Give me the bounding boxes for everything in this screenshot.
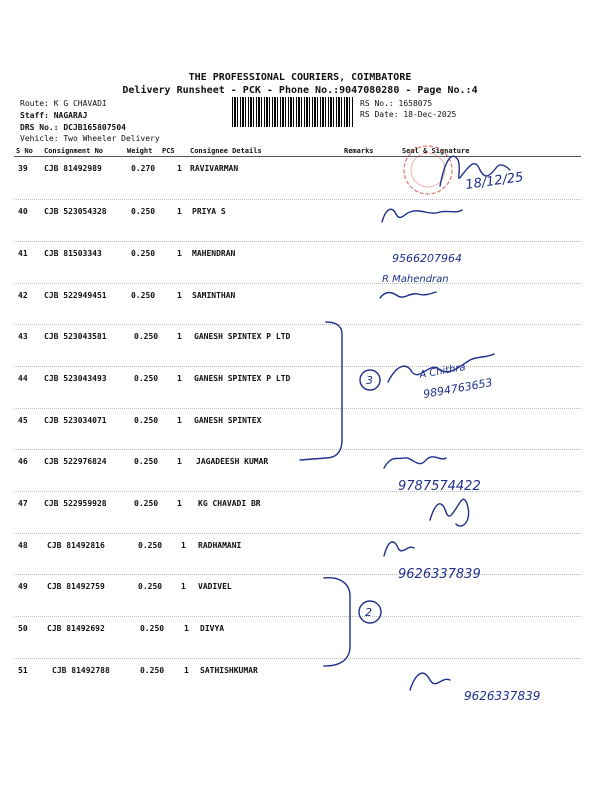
col-header-consignee: Consignee Details xyxy=(190,147,262,155)
sno-cell: 41 xyxy=(18,249,28,258)
runsheet-subtitle: Delivery Runsheet - PCK - Phone No.:9047080280 - Page No.:4 xyxy=(122,85,478,96)
consignee-cell: SATHISHKUMAR xyxy=(200,666,258,675)
sno-cell: 43 xyxy=(18,332,28,341)
sno-cell: 44 xyxy=(18,374,28,383)
col-header-pcs: PCS xyxy=(162,147,175,155)
consignment-cell: CJB 81492788 xyxy=(52,666,110,675)
handwritten-phone-43: 9894763653 xyxy=(422,375,494,401)
pcs-cell: 1 xyxy=(177,374,182,383)
consignee-cell: VADIVEL xyxy=(198,582,232,591)
pcs-cell: 1 xyxy=(177,457,182,466)
pcs-cell: 1 xyxy=(181,582,186,591)
weight-cell: 0.250 xyxy=(131,249,156,258)
pcs-cell: 1 xyxy=(177,164,182,173)
sno-cell: 40 xyxy=(18,207,28,216)
weight-cell: 0.250 xyxy=(134,332,159,341)
weight-cell: 0.270 xyxy=(131,164,156,173)
handwritten-phone-51: 9626337839 xyxy=(464,689,541,703)
col-header-weight: Weight xyxy=(127,147,153,155)
sno-cell: 48 xyxy=(18,541,28,550)
consignee-cell: SAMINTHAN xyxy=(192,291,236,300)
consignee-cell: KG CHAVADI BR xyxy=(198,499,261,508)
sno-cell: 50 xyxy=(18,624,28,633)
consignment-cell: CJB 81492759 xyxy=(47,582,105,591)
bracket-rows-49-51 xyxy=(324,578,350,666)
weight-cell: 0.250 xyxy=(134,457,159,466)
weight-cell: 0.250 xyxy=(134,374,159,383)
pcs-cell: 1 xyxy=(177,499,182,508)
sno-cell: 51 xyxy=(18,666,28,675)
handwritten-name-41: R Mahendran xyxy=(382,274,449,285)
rs-number: RS No.: 1658075 xyxy=(360,99,433,108)
consignment-cell: CJB 522959928 xyxy=(44,499,107,508)
staff-label: Staff: NAGARAJ xyxy=(20,111,88,120)
signature-row-48 xyxy=(384,542,414,556)
pcs-cell: 1 xyxy=(177,291,182,300)
route-label: Route: K G CHAVADI xyxy=(20,99,107,108)
rs-date: RS Date: 18-Dec-2025 xyxy=(360,110,457,119)
sno-cell: 49 xyxy=(18,582,28,591)
weight-cell: 0.250 xyxy=(138,582,163,591)
consignee-cell: JAGADEESH KUMAR xyxy=(196,457,269,466)
consignee-cell: PRIYA S xyxy=(192,207,226,216)
sno-cell: 42 xyxy=(18,291,28,300)
handwritten-date: 18/12/25 xyxy=(464,169,525,193)
signature-row-40 xyxy=(382,209,462,222)
handwritten-count-49: 2 xyxy=(365,606,372,619)
col-header-consignment: Consignment No xyxy=(44,147,104,155)
weight-cell: 0.250 xyxy=(134,499,159,508)
company-stamp xyxy=(404,146,452,194)
col-header-seal: Seal & Signature xyxy=(402,147,470,155)
pcs-cell: 1 xyxy=(184,624,189,633)
signature-row-42 xyxy=(380,292,436,298)
weight-cell: 0.250 xyxy=(140,666,165,675)
consignment-cell: CJB 522949451 xyxy=(44,291,107,300)
weight-cell: 0.250 xyxy=(138,541,163,550)
pcs-cell: 1 xyxy=(184,666,189,675)
handwritten-phone-48: 9626337839 xyxy=(398,567,481,582)
handwritten-count-43: 3 xyxy=(366,374,373,387)
drs-number: DRS No.: DCJB165807504 xyxy=(20,123,126,132)
handwritten-sig-43: A Chithra xyxy=(418,362,467,381)
pcs-cell: 1 xyxy=(177,207,182,216)
handwritten-phone-46: 9787574422 xyxy=(398,479,481,494)
sno-cell: 45 xyxy=(18,416,28,425)
consignment-cell: CJB 523043493 xyxy=(44,374,107,383)
consignment-cell: CJB 522976824 xyxy=(44,457,107,466)
consignment-cell: CJB 523043581 xyxy=(44,332,107,341)
sno-cell: 39 xyxy=(18,164,28,173)
signature-row-46 xyxy=(384,457,446,468)
signature-row-51 xyxy=(410,673,450,690)
pcs-cell: 1 xyxy=(177,249,182,258)
consignee-cell: GANESH SPINTEX P LTD xyxy=(194,332,291,341)
col-header-remarks: Remarks xyxy=(344,147,374,155)
consignee-cell: GANESH SPINTEX xyxy=(194,416,262,425)
consignee-cell: RAVIVARMAN xyxy=(190,164,239,173)
consignment-cell: CJB 523054328 xyxy=(44,207,107,216)
bracket-rows-43-46 xyxy=(300,322,342,460)
consignee-cell: MAHENDRAN xyxy=(192,249,236,258)
pcs-cell: 1 xyxy=(181,541,186,550)
consignment-cell: CJB 81492816 xyxy=(47,541,105,550)
consignment-cell: CJB 81503343 xyxy=(44,249,102,258)
signature-row-47 xyxy=(430,499,469,526)
consignee-cell: GANESH SPINTEX P LTD xyxy=(194,374,291,383)
pcs-cell: 1 xyxy=(177,416,182,425)
pcs-cell: 1 xyxy=(177,332,182,341)
consignee-cell: DIVYA xyxy=(200,624,225,633)
vehicle-label: Vehicle: Two Wheeler Delivery xyxy=(20,134,160,143)
handwritten-phone-41: 9566207964 xyxy=(392,252,462,265)
consignee-cell: RADHAMANI xyxy=(198,541,242,550)
col-header-sno: S No xyxy=(16,147,33,155)
consignment-cell: CJB 523034071 xyxy=(44,416,107,425)
weight-cell: 0.250 xyxy=(140,624,165,633)
consignment-cell: CJB 81492989 xyxy=(44,164,102,173)
consignment-cell: CJB 81492692 xyxy=(47,624,105,633)
company-title: THE PROFESSIONAL COURIERS, COIMBATORE xyxy=(188,72,412,83)
weight-cell: 0.250 xyxy=(131,291,156,300)
weight-cell: 0.250 xyxy=(134,416,159,425)
sno-cell: 47 xyxy=(18,499,28,508)
weight-cell: 0.250 xyxy=(131,207,156,216)
sno-cell: 46 xyxy=(18,457,28,466)
